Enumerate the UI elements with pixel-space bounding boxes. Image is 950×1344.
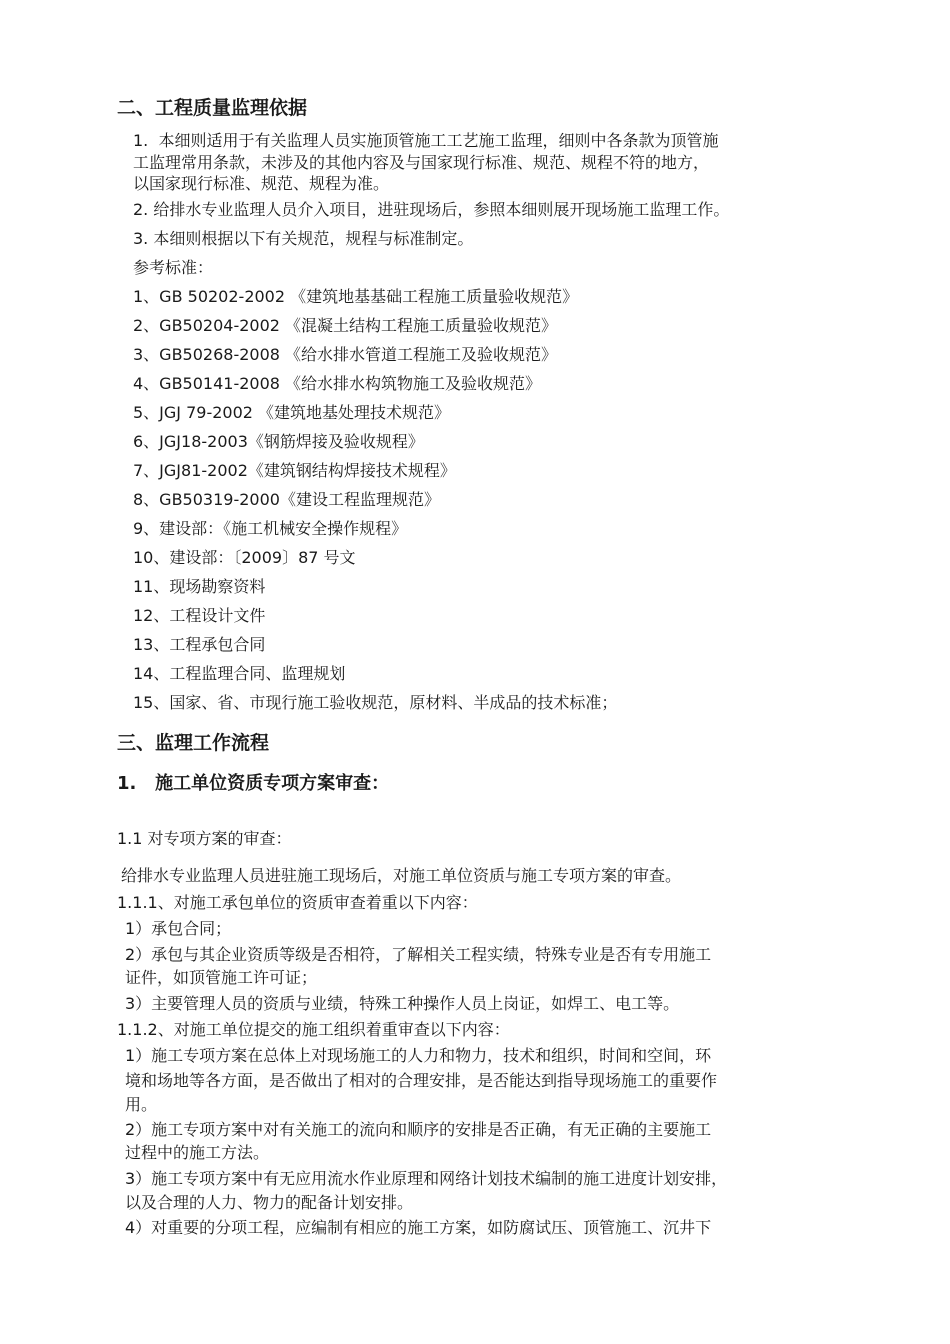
list-item: 3）施工专项方案中有无应用流水作业原理和网络计划技术编制的施工进度计划安排， — [125, 1169, 728, 1188]
subsection-title: 1.1 对专项方案的审查： — [117, 829, 292, 848]
reference-item: 13、工程承包合同 — [133, 635, 266, 654]
list-item: 以及合理的人力、物力的配备计划安排。 — [125, 1193, 414, 1212]
list-item: 用。 — [125, 1095, 158, 1114]
reference-item: 4、GB50141-2008 《给水排水构筑物施工及验收规范》 — [133, 374, 542, 393]
paragraph-line: 工监理常用条款，未涉及的其他内容及与国家现行标准、规范、规程不符的地方， — [133, 153, 710, 172]
section-heading-3: 三、监理工作流程 — [117, 732, 270, 754]
reference-item: 5、JGJ 79-2002 《建筑地基处理技术规范》 — [133, 403, 451, 422]
reference-item: 7、JGJ81-2002《建筑钢结构焊接技术规程》 — [133, 461, 456, 480]
reference-item: 11、现场勘察资料 — [133, 577, 266, 596]
paragraph-line: 1. 本细则适用于有关监理人员实施顶管施工工艺施工监理，细则中各条款为顶管施 — [133, 131, 719, 150]
list-item: 2）承包与其企业资质等级是否相符，了解相关工程实绩，特殊专业是否有专用施工 — [125, 945, 712, 964]
list-item: 境和场地等各方面，是否做出了相对的合理安排，是否能达到指导现场施工的重要作 — [125, 1071, 718, 1090]
list-item: 证件，如顶管施工许可证； — [125, 968, 318, 987]
reference-item: 2、GB50204-2002 《混凝土结构工程施工质量验收规范》 — [133, 316, 558, 335]
reference-item: 9、建设部：《施工机械安全操作规程》 — [133, 519, 408, 538]
list-item: 1）施工专项方案在总体上对现场施工的人力和物力，技术和组织，时间和空间，环 — [125, 1046, 712, 1065]
subsection-heading: 1. 施工单位资质专项方案审查： — [117, 773, 390, 794]
list-item: 1）承包合同； — [125, 919, 232, 938]
reference-item: 3、GB50268-2008 《给水排水管道工程施工及验收规范》 — [133, 345, 558, 364]
paragraph-line: 3. 本细则根据以下有关规范，规程与标准制定。 — [133, 229, 474, 248]
reference-item: 6、JGJ18-2003《钢筋焊接及验收规程》 — [133, 432, 424, 451]
list-item: 2）施工专项方案中对有关施工的流向和顺序的安排是否正确，有无正确的主要施工 — [125, 1120, 712, 1139]
reference-label: 参考标准： — [133, 258, 214, 277]
subsection-title: 1.1.1、对施工承包单位的资质审查着重以下内容： — [117, 893, 478, 912]
reference-item: 15、国家、省、市现行施工验收规范，原材料、半成品的技术标准； — [133, 693, 618, 712]
list-item: 4）对重要的分项工程，应编制有相应的施工方案，如防腐试压、顶管施工、沉井下 — [125, 1218, 712, 1237]
subsection-title: 1.1.2、对施工单位提交的施工组织着重审查以下内容： — [117, 1020, 510, 1039]
paragraph-line: 2. 给排水专业监理人员介入项目，进驻现场后，参照本细则展开现场施工监理工作。 — [133, 200, 730, 219]
reference-item: 14、工程监理合同、监理规划 — [133, 664, 346, 683]
section-heading-2: 二、工程质量监理依据 — [117, 97, 308, 119]
reference-item: 1、GB 50202-2002 《建筑地基基础工程施工质量验收规范》 — [133, 287, 579, 306]
list-item: 过程中的施工方法。 — [125, 1143, 270, 1162]
list-item: 3）主要管理人员的资质与业绩，特殊工种操作人员上岗证，如焊工、电工等。 — [125, 994, 680, 1013]
paragraph-line: 以国家现行标准、规范、规程为准。 — [133, 174, 390, 193]
reference-item: 12、工程设计文件 — [133, 606, 266, 625]
reference-item: 8、GB50319-2000《建设工程监理规范》 — [133, 490, 440, 509]
paragraph-line: 给排水专业监理人员进驻施工现场后，对施工单位资质与施工专项方案的审查。 — [121, 866, 682, 885]
reference-item: 10、建设部：〔2009〕87 号文 — [133, 548, 356, 567]
